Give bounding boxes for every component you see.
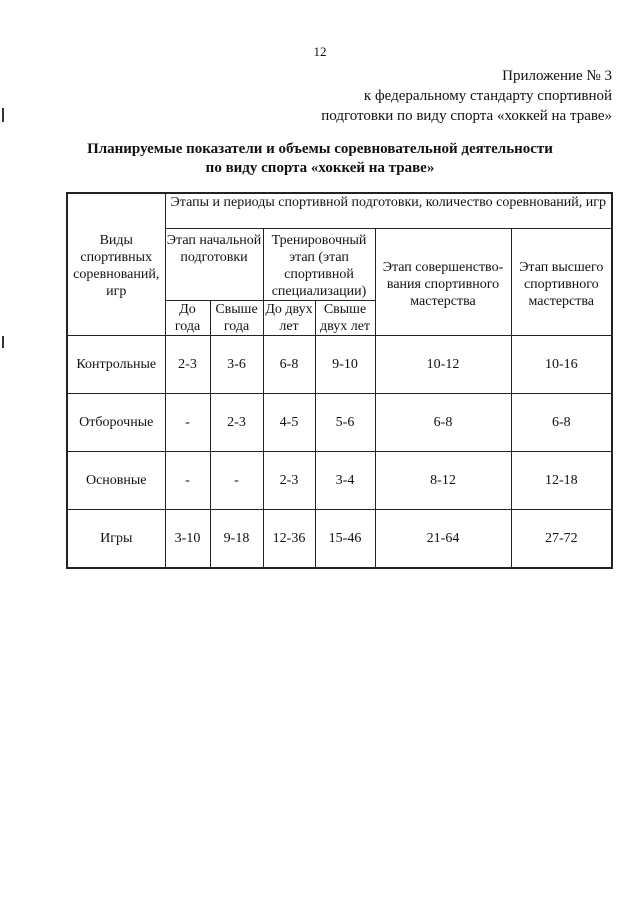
table-row bbox=[67, 393, 612, 451]
table-row bbox=[67, 509, 612, 568]
table-cell: 5-6 bbox=[315, 393, 375, 451]
header-stages-periods: Этапы и периоды спортивной подготовки, количество соревнований, игр bbox=[165, 193, 612, 228]
table-cell: 8-12 bbox=[375, 451, 511, 509]
table-cell: 10-16 bbox=[511, 335, 612, 393]
table-cell: 9-10 bbox=[315, 335, 375, 393]
title-line: по виду спорта «хоккей на траве» bbox=[205, 160, 435, 176]
page-number: 12 bbox=[313, 44, 327, 59]
header-up-to-two-years: До двух лет bbox=[263, 300, 315, 335]
appendix-number: Приложение № 3 bbox=[502, 68, 612, 84]
table-cell: - bbox=[165, 393, 210, 451]
table-row bbox=[67, 335, 612, 393]
table-cell: 2-3 bbox=[165, 335, 210, 393]
header-training-stage: Тренировочный этап (этап спортивной специализации) bbox=[263, 228, 375, 300]
table-cell: 21-64 bbox=[375, 509, 511, 568]
competition-table bbox=[66, 192, 613, 569]
table-cell: 3-6 bbox=[210, 335, 263, 393]
table-cell: 3-4 bbox=[315, 451, 375, 509]
table-cell: 9-18 bbox=[210, 509, 263, 568]
table-cell: 12-18 bbox=[511, 451, 612, 509]
table-cell: 2-3 bbox=[263, 451, 315, 509]
table-cell: 6-8 bbox=[375, 393, 511, 451]
table-cell: 15-46 bbox=[315, 509, 375, 568]
document-title bbox=[0, 140, 640, 178]
table-cell: 4-5 bbox=[263, 393, 315, 451]
title-line: Планируемые показатели и объемы соревновательной деятельности bbox=[87, 141, 553, 157]
appendix-header bbox=[232, 66, 612, 126]
table-cell: - bbox=[165, 451, 210, 509]
header-over-year: Свыше года bbox=[210, 300, 263, 335]
header-over-two-years: Свыше двух лет bbox=[315, 300, 375, 335]
row-kind: Основные bbox=[67, 451, 165, 509]
table-cell: 3-10 bbox=[165, 509, 210, 568]
header-highest-stage: Этап высшего спортивного мастерства bbox=[511, 228, 612, 335]
scan-edge-mark bbox=[2, 336, 4, 348]
row-kind: Отборочные bbox=[67, 393, 165, 451]
table-cell: 6-8 bbox=[263, 335, 315, 393]
row-kind: Контрольные bbox=[67, 335, 165, 393]
table-cell: 6-8 bbox=[511, 393, 612, 451]
row-kind: Игры bbox=[67, 509, 165, 568]
header-kinds: Виды спортивных соревнований, игр bbox=[67, 193, 165, 335]
appendix-reference-line: к федеральному стандарту спортивной bbox=[363, 88, 612, 104]
table-row bbox=[67, 451, 612, 509]
scan-edge-mark bbox=[2, 108, 4, 122]
table-cell: 12-36 bbox=[263, 509, 315, 568]
table-cell: - bbox=[210, 451, 263, 509]
header-improvement-stage: Этап совершенство-вания спортивного мастерства bbox=[375, 228, 511, 335]
appendix-reference-line: подготовки по виду спорта «хоккей на траве» bbox=[321, 108, 612, 124]
header-initial-stage: Этап начальной подготовки bbox=[165, 228, 263, 300]
table-cell: 2-3 bbox=[210, 393, 263, 451]
table-cell: 10-12 bbox=[375, 335, 511, 393]
table-cell: 27-72 bbox=[511, 509, 612, 568]
header-up-to-year: До года bbox=[165, 300, 210, 335]
